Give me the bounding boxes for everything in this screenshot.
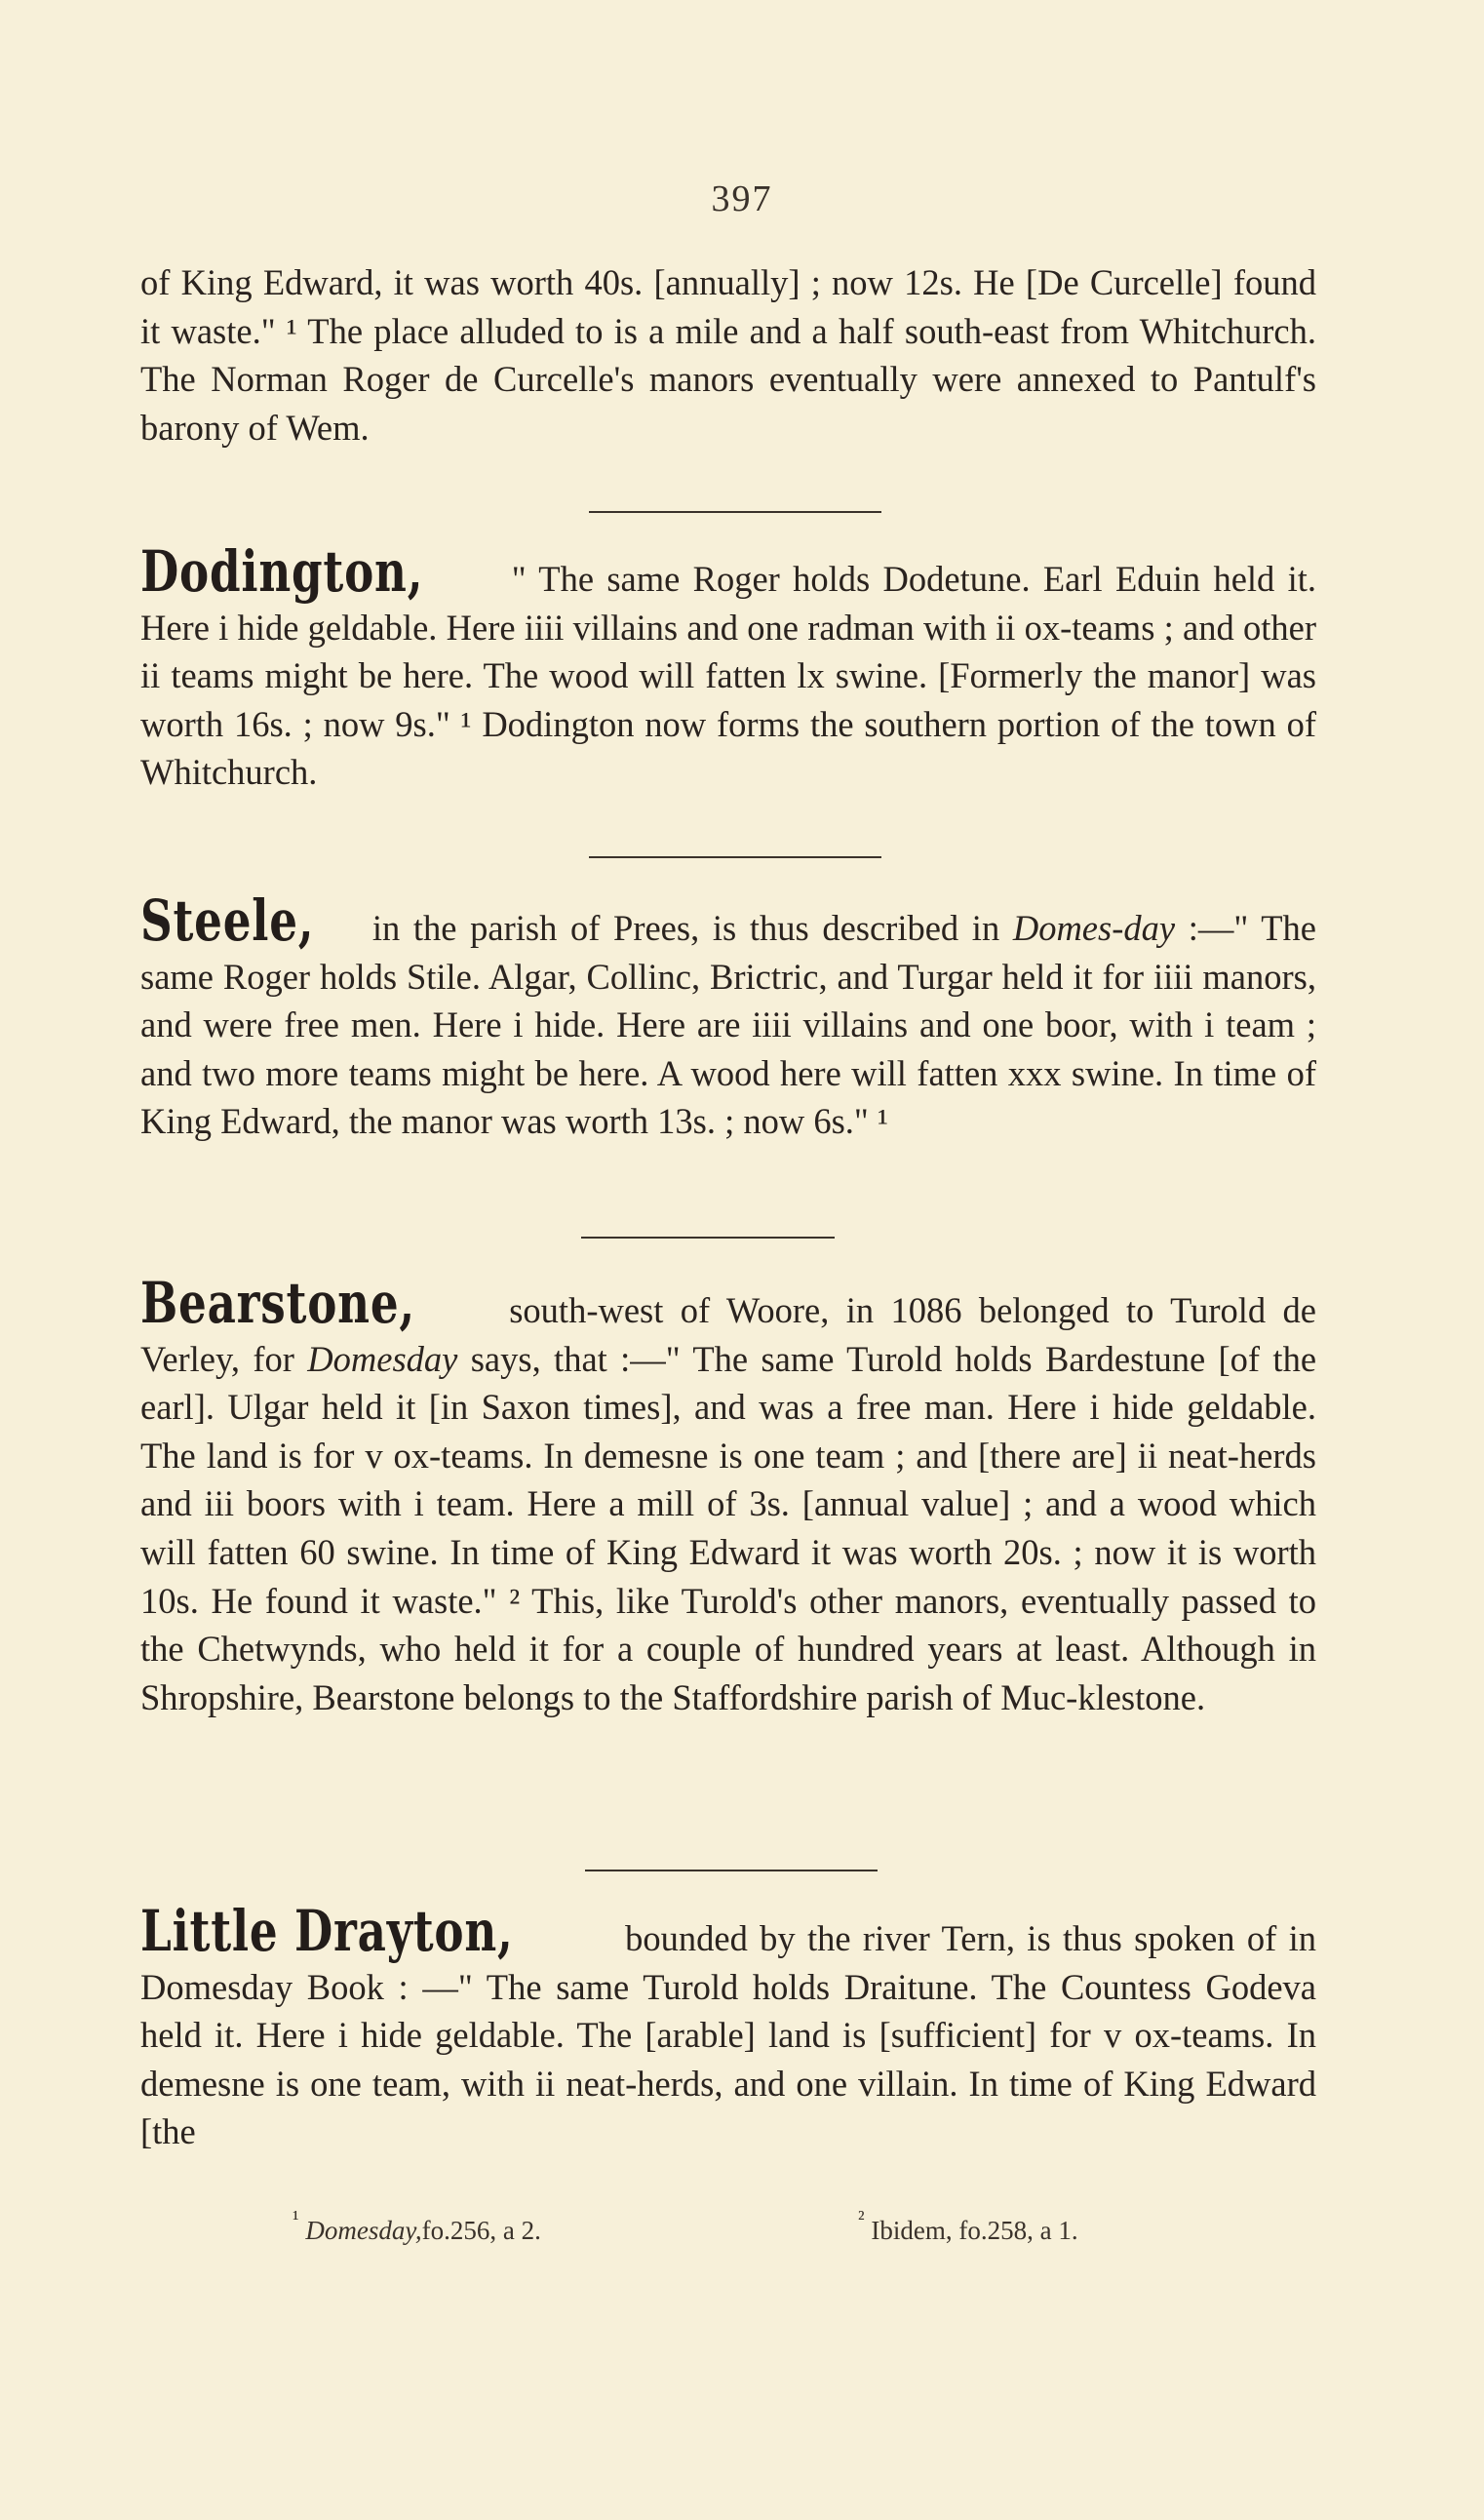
page-number: 397 <box>711 178 773 219</box>
paragraph-body <box>140 887 1316 1146</box>
place-heading: Little Drayton, <box>140 1898 514 1964</box>
paragraph-steele <box>140 887 1316 1146</box>
paragraph-text-cont: says, that :—" The same Turold holds Bardestune [of the earl]. Ulgar held it [in Saxon times], and was a free man. Here i hide geldable. The land is for v ox-teams. In demesne is one team ; and [there are] ii neat-herds and iii boors with i team. Here a mill of 3s. [annual value] ; and a wood which will fatten 60 swine. In time of King Edward it was worth 20s. ; now it is worth 10s. He found it waste." ² This, like Turold's other manors, eventually passed to the Chetwynds, who held it for a couple of hundred years at least. Although in Shropshire, Bearstone belongs to the Staffordshire parish of Muc-klestone. <box>140 1338 1317 1717</box>
place-heading: Bearstone, <box>140 1270 415 1336</box>
paragraph-little-drayton <box>140 1898 1316 2156</box>
footnote-1 <box>293 2206 541 2246</box>
paragraph-bearstone <box>140 1270 1317 1721</box>
paragraph-text: in the parish of Prees, is thus described in <box>371 908 1000 948</box>
place-heading: Dodington, <box>140 538 424 605</box>
footnote-marker: ² <box>858 2206 865 2230</box>
italic-source: Domesday <box>307 1338 458 1379</box>
footnote-source: Domesday, <box>305 2216 422 2245</box>
paragraph-text: south-west of Woore, in 1086 belonged to Turold de Verley, for <box>140 1290 1316 1379</box>
paragraph-body <box>140 1898 1316 2156</box>
paragraph-body <box>140 1270 1317 1721</box>
paragraph-dodington <box>140 538 1317 797</box>
paragraph-body <box>140 538 1317 797</box>
paragraph-text: bounded by the river Tern, is thus spoken of in Domesday Book : —" The same Turold holds Draitune. The Countess Godeva held it. Here i hide geldable. The [arable] land is [sufficient] for v ox-teams. In demesne is one team, with ii neat-herds, and one villain. In time of King Edward [the <box>140 1918 1316 2152</box>
section-divider <box>585 1870 878 1871</box>
section-divider <box>589 511 881 513</box>
paragraph-text: of King Edward, it was worth 40s. [annually] ; now 12s. He [De Curcelle] found it waste." ¹ The place alluded to is a mile and a half south-east from Whitchurch. The Norman Roger de Curcelle's manors eventually were annexed to Pantulf's barony of Wem. <box>140 262 1316 448</box>
section-divider <box>581 1237 835 1239</box>
paragraph-text-cont: :—" The same Roger holds Stile. Algar, Collinc, Brictric, and Turgar held it for iiii manors, and were free men. Here i hide. Here are iiii villains and one boor, with i team ; and two more teams might be here. A wood here will fatten xxx swine. In time of King Edward, the manor was worth 13s. ; now 6s." ¹ <box>140 908 1316 1142</box>
section-divider <box>589 856 881 858</box>
italic-source: Domes-day <box>1012 908 1176 948</box>
place-heading: Steele, <box>140 887 315 954</box>
paragraph-intro <box>140 258 1316 452</box>
footnote-marker: ¹ <box>293 2206 299 2230</box>
footnote-2 <box>858 2206 1078 2246</box>
footnote-text: Ibidem, fo.258, a 1. <box>871 2216 1078 2245</box>
paragraph-text: " The same Roger holds Dodetune. Earl Eduin held it. Here i hide geldable. Here iiii villains and one radman with ii ox-teams ; and other ii teams might be here. The wood will fatten lx swine. [Formerly the manor] was worth 16s. ; now 9s." ¹ Dodington now forms the southern portion of the town of Whitchurch. <box>140 559 1317 793</box>
footnote-text: fo.256, a 2. <box>421 2216 541 2245</box>
